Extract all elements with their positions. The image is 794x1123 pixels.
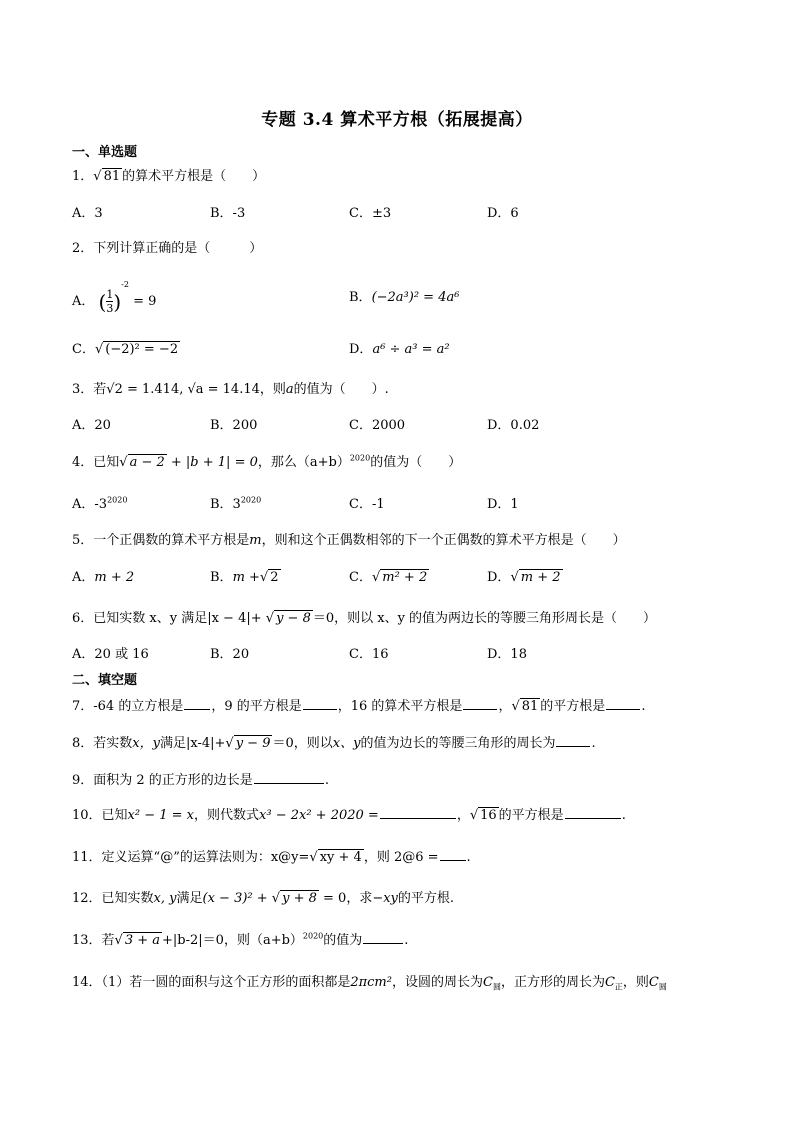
page-title: 专题 3.4 算术平方根（拓展提高） <box>261 110 533 130</box>
q4-option-d: D．1 <box>487 497 519 512</box>
question-1 <box>72 165 265 184</box>
q2-option-d: D．a⁶ ÷ a³ = a² <box>349 342 450 357</box>
question-10: 10．已知x² − 1 = x，则代数式x³ − 2x² + 2020 = ，√ 16 的平方根是 . <box>72 808 626 823</box>
q6-option-a: A．20 或 16 <box>72 647 149 662</box>
section-heading-fill-blank: 二、填空题 <box>72 673 138 688</box>
question-4: 4．已知√ a − 2 + |b + 1| = 0，那么$(a+b)^{2020}$的值为（ ） <box>72 453 462 470</box>
q3-option-b: B．200 <box>210 418 258 433</box>
answer-blank[interactable] <box>463 697 497 710</box>
q1-option-c: C．±3 <box>349 206 392 221</box>
question-6: 6．已知实数 x、y 满足|x − 4|+ √ y − 8 ＝0，则以 x、y 的值为两边长的等腰三角形周长是（ ） <box>72 611 657 626</box>
q1-option-d: D．6 <box>487 206 519 221</box>
q5-option-a: A．m + 2 <box>72 570 135 585</box>
q4-option-a: A．$-3^{2020}$ <box>72 495 128 512</box>
q2-option-a: A． ( $\frac{1}{3}$ )$^{-2}$ = 9 <box>72 280 157 315</box>
q4-option-c: C．-1 <box>349 497 385 512</box>
answer-blank[interactable] <box>254 771 324 784</box>
q1-option-a: A．3 <box>72 206 103 221</box>
q6-option-b: B．20 <box>210 647 250 662</box>
q2-option-b: B．(−2a³)² = 4a⁶ <box>349 290 460 305</box>
question-11: 11．定义运算“@”的运算法则为：x@y=√ xy + 4 ，则 2@6 = . <box>72 850 471 865</box>
answer-blank[interactable] <box>363 931 403 944</box>
q1-number: 1． <box>72 169 94 184</box>
question-3: 3．若√2 = 1.414, √a = 14.14，则a的值为（ ）. <box>72 382 389 397</box>
q2-option-c: C．√ (−2)² = −2 <box>72 342 179 357</box>
section-heading-single-choice: 一、单选题 <box>72 145 138 160</box>
answer-blank[interactable] <box>556 734 590 747</box>
question-8: 8．若实数x，y满足|x-4|+√ y − 9 ＝0，则以x、y的值为边长的等腰三角形的周长为 . <box>72 736 596 751</box>
answer-blank[interactable] <box>380 806 456 819</box>
question-7: 7．-64 的立方根是 ，9 的平方根是 ，16 的算术平方根是 ，√ 81 的平方根是 . <box>72 699 646 714</box>
q3-option-d: D．0.02 <box>487 418 540 433</box>
question-2: 2．下列计算正确的是（ ） <box>72 241 263 256</box>
answer-blank[interactable] <box>606 697 640 710</box>
question-9: 9．面积为 2 的正方形的边长是 . <box>72 773 329 788</box>
q3-option-a: A．20 <box>72 418 111 433</box>
answer-blank[interactable] <box>565 806 621 819</box>
answer-blank[interactable] <box>440 848 466 861</box>
q4-option-b: B．$3^{2020}$ <box>210 495 262 512</box>
question-13: 13．若√ 3 + a +|b-2|＝0，则$(a+b)^{2020}$的值为 . <box>72 931 409 948</box>
q6-option-d: D．18 <box>487 647 527 662</box>
answer-blank[interactable] <box>184 697 210 710</box>
answer-blank[interactable] <box>303 697 337 710</box>
question-12: 12．已知实数x, y满足(x − 3)² + √ y + 8 = 0，求−xy的平方根. <box>72 891 455 906</box>
q5-option-d: D．√ m + 2 <box>487 570 561 585</box>
q1-sqrt: √ 81 <box>93 169 121 184</box>
question-14: 14．（1）若一圆的面积与这个正方形的面积都是2πcm²，设圆的周长为$C_圆$，正方形的周长为$C_正$，则$C_圆$ <box>72 975 667 992</box>
q5-option-c: C．√ m² + 2 <box>349 570 428 585</box>
q3-option-c: C．2000 <box>349 418 406 433</box>
question-5: 5．一个正偶数的算术平方根是m，则和这个正偶数相邻的下一个正偶数的算术平方根是（ ） <box>72 533 626 548</box>
q6-option-c: C．16 <box>349 647 389 662</box>
q1-option-b: B．-3 <box>210 206 246 221</box>
q5-option-b: B．m +√ 2 <box>210 570 279 585</box>
q1-stem: 的算术平方根是（ ） <box>122 169 266 184</box>
